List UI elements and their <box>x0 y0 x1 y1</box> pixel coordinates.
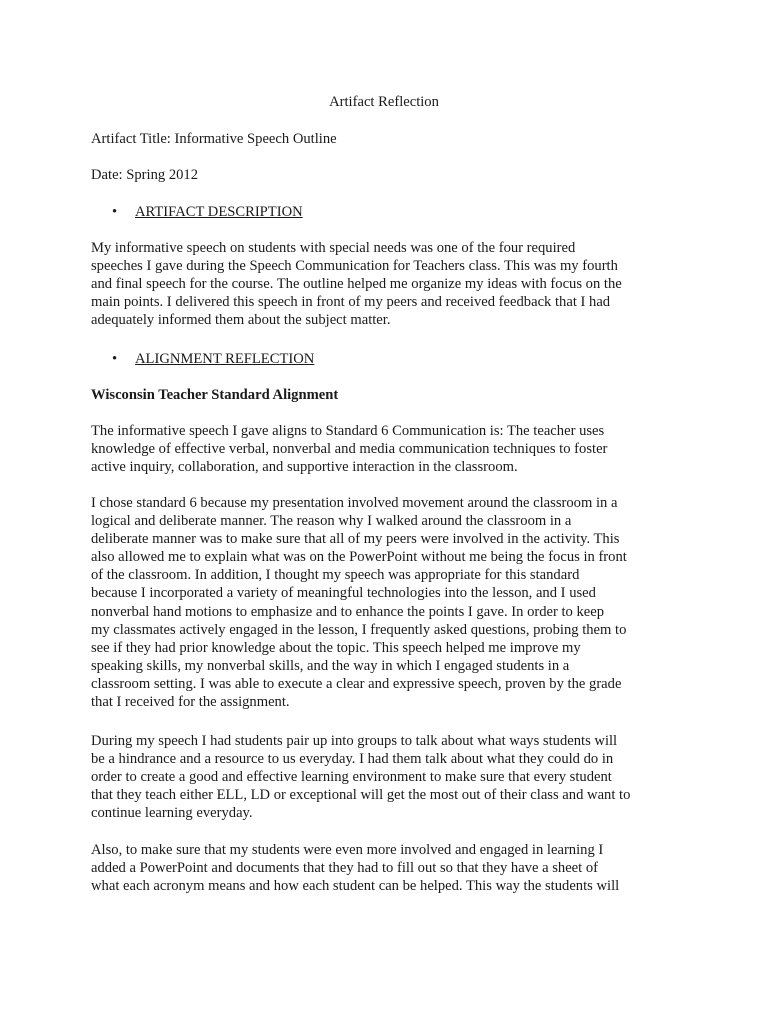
description-paragraph <box>91 239 683 329</box>
pairs-paragraph <box>91 732 683 822</box>
paragraph-line: nonverbal hand motions to emphasize and to enhance the points I gave. In order to keep <box>91 603 605 620</box>
paragraph-line: continue learning everyday. <box>91 805 253 822</box>
bullet-artifact-description <box>112 203 672 221</box>
paragraph-line: speeches I gave during the Speech Communication for Teachers class. This was my fourth <box>91 258 618 275</box>
paragraph-line: speaking skills, my nonverbal skills, and the way in which I engaged students in a <box>91 657 570 674</box>
paragraph-line: The informative speech I gave aligns to Standard 6 Communication is: The teacher uses <box>91 423 605 439</box>
bullet-alignment-reflection <box>112 350 672 368</box>
paragraph-line: classroom setting. I was able to execute a clear and expressive speech, proven by the grade <box>91 675 622 692</box>
document-title: Artifact Reflection <box>329 94 439 110</box>
paragraph-line: see if they had prior knowledge about the topic. This speech helped me improve my <box>91 639 581 656</box>
paragraph-line: During my speech I had students pair up into groups to talk about what ways students will <box>91 733 618 749</box>
paragraph-line: be a hindrance and a resource to us everyday. I had them talk about what they could do in <box>91 751 614 768</box>
paragraph-line: also allowed me to explain what was on the PowerPoint without me being the focus in front <box>91 549 627 566</box>
reason-paragraph <box>91 494 683 711</box>
paragraph-line: that I received for the assignment. <box>91 694 290 711</box>
paragraph-line: order to create a good and effective learning environment to make sure that every student <box>91 769 612 786</box>
paragraph-line: that they teach either ELL, LD or exceptional will get the most out of their class and want to <box>91 787 631 804</box>
paragraph-line: added a PowerPoint and documents that they had to fill out so that they have a sheet of <box>91 860 599 877</box>
paragraph-line: main points. I delivered this speech in front of my peers and received feedback that I had <box>91 294 611 311</box>
also-paragraph <box>91 841 683 895</box>
paragraph-line: Also, to make sure that my students were even more involved and engaged in learning I <box>91 842 604 858</box>
paragraph-line: active inquiry, collaboration, and supportive interaction in the classroom. <box>91 459 518 476</box>
section-heading-artifact-description: ARTIFACT DESCRIPTION <box>135 204 303 220</box>
paragraph-line: adequately informed them about the subject matter. <box>91 312 391 329</box>
paragraph-line: My informative speech on students with special needs was one of the four required <box>91 240 576 256</box>
bullet-icon: • <box>112 204 118 220</box>
paragraph-line: my classmates actively engaged in the lesson, I frequently asked questions, probing them to <box>91 621 627 638</box>
paragraph-line: deliberate manner was to make sure that all of my peers were involved in the activity. This <box>91 531 620 548</box>
bullet-icon: • <box>112 351 118 367</box>
standard-paragraph <box>91 422 683 476</box>
paragraph-line: and final speech for the course. The outline helped me organize my ideas with focus on the <box>91 276 622 293</box>
section-heading-alignment-reflection: ALIGNMENT REFLECTION <box>135 351 315 367</box>
artifact-title-line: Artifact Title: Informative Speech Outline <box>91 131 337 147</box>
paragraph-line: what each acronym means and how each student can be helped. This way the students will <box>91 878 620 895</box>
paragraph-line: logical and deliberate manner. The reason why I walked around the classroom in a <box>91 513 572 530</box>
paragraph-line: I chose standard 6 because my presentation involved movement around the classroom in a <box>91 495 618 511</box>
date-line: Date: Spring 2012 <box>91 167 199 183</box>
paragraph-line: of the classroom. In addition, I thought my speech was appropriate for this standard <box>91 567 580 584</box>
paragraph-line: because I incorporated a variety of meaningful technologies into the lesson, and I used <box>91 585 596 602</box>
paragraph-line: knowledge of effective verbal, nonverbal and media communication techniques to foster <box>91 441 608 458</box>
standard-alignment-heading: Wisconsin Teacher Standard Alignment <box>91 387 339 403</box>
